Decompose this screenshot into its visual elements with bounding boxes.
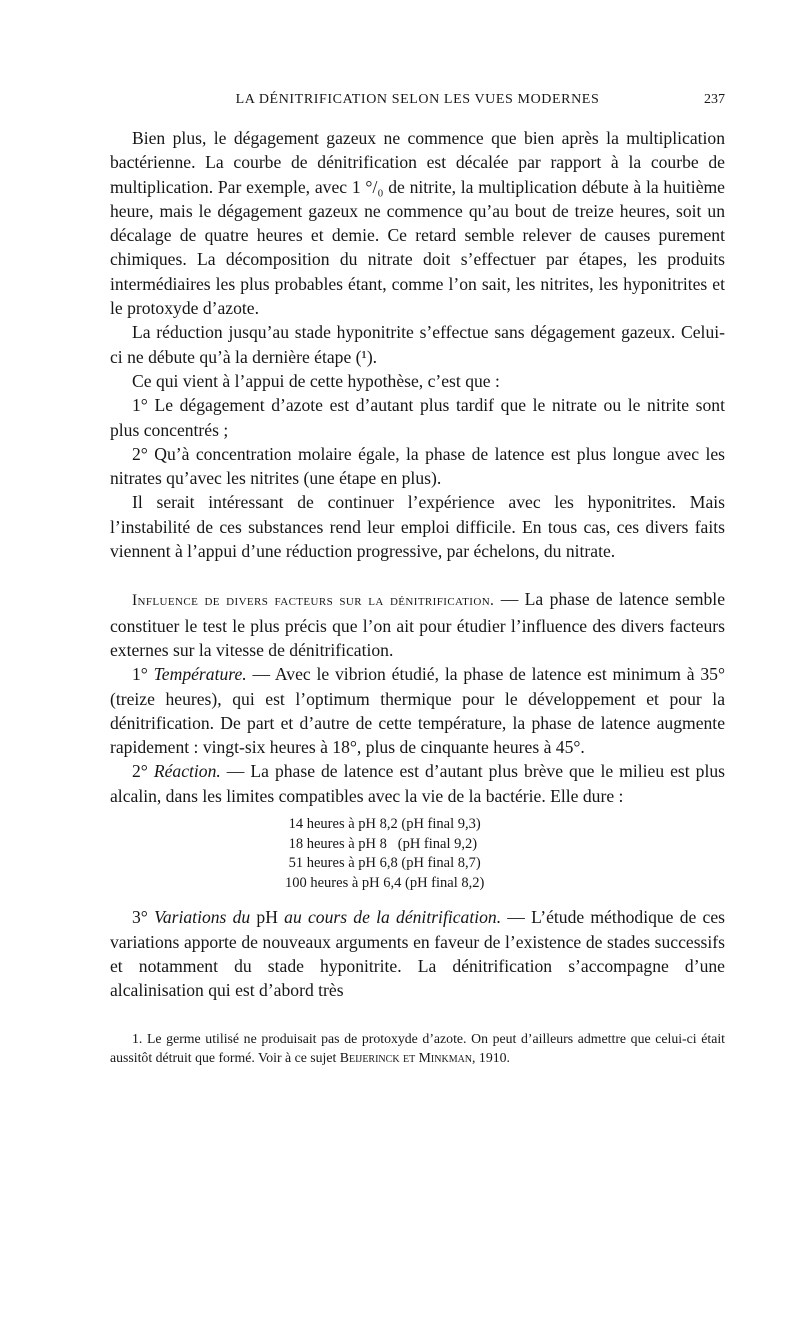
item-number: 1° xyxy=(132,664,154,685)
body-text xyxy=(110,126,725,1003)
paragraph xyxy=(110,587,725,662)
section-gap xyxy=(110,563,725,587)
paragraph xyxy=(110,759,725,808)
item-title: Température. xyxy=(153,664,247,685)
table-row: 100 heures à pH 6,4 (pH final 8,2) xyxy=(285,874,485,891)
table-row: 18 heures à pH 8 (pH final 9,2) xyxy=(285,835,478,852)
paragraph: Bien plus, le dégagement gazeux ne commence que bien après la multiplication bactérienne. La courbe de dénitrification est décalée par rapport à la courbe de multiplication. Par exemple, avec 1 °/₀ de nitrite, la multiplication débute à la huitième heure, mais le dégagement gazeux ne commence qu’au bout de treize heures, soit un décalage de quatre heures et demie. Ce retard semble relever de causes purement chimiques. La décomposition du nitrate doit s’effectuer par étapes, les produits intermédiaires les plus probables étant, comme l’on sait, les nitrites, les hyponitrites et le protoxyde d’azote. xyxy=(110,128,725,319)
paragraph: Ce qui vient à l’appui de cette hypothèse, c’est que : xyxy=(132,370,500,391)
item-number: 3° xyxy=(132,907,155,928)
footnote-text: 1. Le germe utilisé ne produisait pas de protoxyde d’azote. On peut d’ailleurs admettre que celui-ci était aussitôt détruit que formé. Voir à ce sujet xyxy=(110,1030,725,1066)
paragraph-text: — Avec le vibrion étudié, la phase de latence est minimum à 35° (treize heures), qui est l’optimum thermique pour le développement et pour la dénitrification. De part et d’autre de cette température, la phase de latence augmente rapidement : vingt-six heures à 18°, plus de cinquante heures à 45°. xyxy=(110,664,725,758)
page-header xyxy=(110,92,725,118)
paragraph xyxy=(110,905,725,1002)
ph-term: pH xyxy=(250,907,285,928)
item-number: 2° xyxy=(132,761,154,782)
item-title: Variations du xyxy=(154,907,251,928)
footnote xyxy=(110,1029,725,1068)
paragraph: La réduction jusqu’au stade hyponitrite s’effectue sans dégagement gazeux. Celui-ci ne débute qu’à la dernière étape (¹). xyxy=(110,322,725,367)
item-title: au cours de la dénitrification. xyxy=(284,907,502,928)
paragraph: 2° Qu’à concentration molaire égale, la phase de latence est plus longue avec les nitrates qu’avec les nitrites (une étape en plus). xyxy=(110,443,725,489)
paragraph: 1° Le dégagement d’azote est d’autant plus tardif que le nitrate ou le nitrite sont plus concentrés ; xyxy=(110,395,725,440)
page-number: 237 xyxy=(704,92,725,107)
paragraph-text: — La phase de latence semble constituer le test le plus précis que l’on ait pour étudier l’influence des divers facteurs externes sur la vitesse de dénitrification. xyxy=(110,589,725,660)
table-row: 14 heures à pH 8,2 (pH final 9,3) xyxy=(285,816,481,833)
item-title: Réaction. xyxy=(153,761,221,782)
paragraph: Il serait intéressant de continuer l’expérience avec les hyponitrites. Mais l’instabilité de ces substances rend leur emploi difficile. En tous cas, ces divers faits viennent à l’appui d’une réduction progressive, par échelons, du nitrate. xyxy=(110,492,725,562)
footnotes xyxy=(110,1029,725,1068)
page xyxy=(110,92,725,1068)
section-heading: Influence de divers facteurs sur la dénitrification. xyxy=(132,592,495,610)
running-title: LA DÉNITRIFICATION SELON LES VUES MODERNES xyxy=(235,92,600,107)
paragraph-text: — L’étude méthodique de ces variations apporte de nouveaux arguments en faveur de l’existence de stades successifs et notamment du stade hyponitrite. La dénitrification s’accompagne d’une alcalinisation qui est d’abord très xyxy=(110,907,726,1001)
latency-table xyxy=(285,815,725,893)
paragraph xyxy=(110,662,725,759)
footnote-authors: Beijerinck et Minkman xyxy=(339,1050,473,1066)
paragraph-text: — La phase de latence est d’autant plus brève que le milieu est plus alcalin, dans les limites compatibles avec la vie de la bactérie. Elle dure : xyxy=(110,761,725,806)
footnote-year: , 1910. xyxy=(472,1050,510,1066)
table-row: 51 heures à pH 6,8 (pH final 8,7) xyxy=(285,855,481,872)
